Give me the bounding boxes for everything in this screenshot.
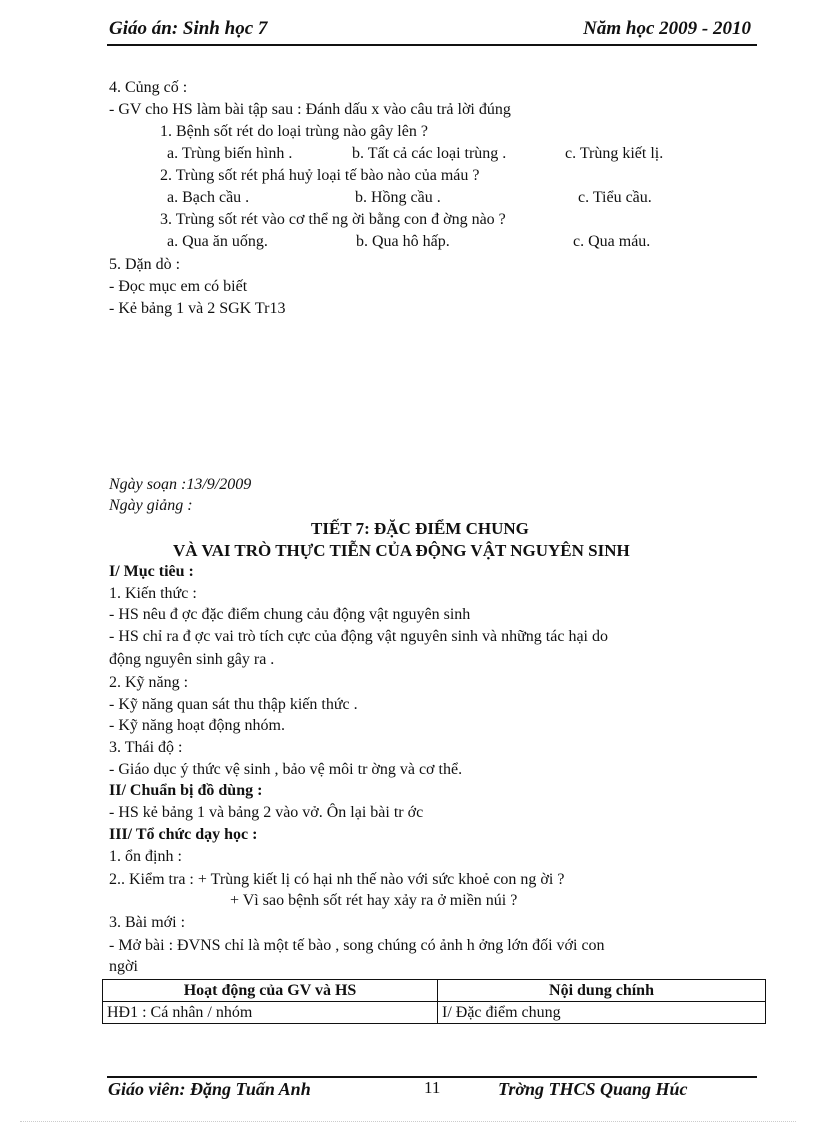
goals-heading: I/ Mục tiêu : [109,563,194,580]
table-header-content: Nội dung chính [438,980,766,1002]
exercise-intro: - GV cho HS làm bài tập sau : Đánh dấu x vào câu trả lời đúng [109,101,511,118]
lesson-opening: - Mở bài : ĐVNS chỉ là một tế bào , song chúng có ảnh h ởng lớn đối với con [109,937,605,954]
table-row [103,1002,766,1024]
footer-school: Trờng THCS Quang Húc [498,1079,688,1099]
page-header [107,14,755,44]
activity-table [102,979,766,1024]
table-cell-activity: HĐ1 : Cá nhân / nhóm [103,1002,438,1024]
stabilize-heading: 1. ổn định : [109,848,182,865]
skill-item-2: - Kỹ năng hoạt động nhóm. [109,717,285,734]
question-2: 2. Trùng sốt rét phá huỷ loại tế bào nào của máu ? [160,167,480,184]
page-number: 11 [424,1078,441,1097]
footer-teacher: Giáo viên: Đặng Tuấn Anh [108,1079,311,1099]
prep-item-1: - HS kẻ bảng 1 và bảng 2 vào vở. Ôn lại bài tr ớc [109,804,424,821]
check-question-2: + Vì sao bệnh sốt rét hay xảy ra ở miền núi ? [230,892,518,909]
homework-item-1: - Đọc mục em có biết [109,278,248,295]
section-5-title: 5. Dặn dò : [109,256,181,273]
knowledge-heading: 1. Kiến thức : [109,585,197,602]
knowledge-item-1: - HS nêu đ ợc đặc điểm chung cảu động vật nguyên sinh [109,606,471,623]
header-school-year: Năm học 2009 - 2010 [583,18,751,39]
header-subject: Giáo án: Sinh học 7 [109,18,268,39]
page-bottom-divider [20,1121,796,1122]
skill-item-1: - Kỹ năng quan sát thu thập kiến thức . [109,696,358,713]
question-3: 3. Trùng sốt rét vào cơ thể ng ời bằng con đ ờng nào ? [160,211,506,228]
q1-option-c: c. Trùng kiết lị. [565,145,664,162]
org-heading: III/ Tổ chức dạy học : [109,826,258,843]
check-question-1: 2.. Kiểm tra : + Trùng kiết lị có hại nh thế nào với sức khoẻ con ng ời ? [109,871,565,888]
question-1: 1. Bệnh sốt rét do loại trùng nào gây lên ? [160,123,428,140]
lesson-title-line-2: VÀ VAI TRÒ THỰC TIỄN CỦA ĐỘNG VẬT NGUYÊN SINH [173,541,630,560]
homework-item-2: - Kẻ bảng 1 và 2 SGK Tr13 [109,300,286,317]
table-header-row [103,980,766,1002]
date-taught: Ngày giảng : [109,497,193,514]
attitude-heading: 3. Thái độ : [109,739,183,756]
skills-heading: 2. Kỹ năng : [109,674,189,691]
knowledge-item-2-cont: động nguyên sinh gây ra . [109,651,275,668]
q2-option-a: a. Bạch cầu . [167,189,250,206]
table-cell-content: I/ Đặc điểm chung [438,1002,766,1024]
q3-option-b: b. Qua hô hấp. [356,233,450,250]
section-4-title: 4. Củng cố : [109,79,188,96]
q3-option-c: c. Qua máu. [573,233,651,250]
new-lesson-heading: 3. Bài mới : [109,914,186,931]
knowledge-item-2: - HS chỉ ra đ ợc vai trò tích cực của động vật nguyên sinh và những tác hại do [109,628,608,645]
attitude-item-1: - Giáo dục ý thức vệ sinh , bảo vệ môi tr ờng và cơ thể. [109,761,463,778]
q1-option-a: a. Trùng biến hình . [167,145,293,162]
q2-option-c: c. Tiểu cầu. [578,189,652,206]
lesson-opening-cont: ngời [109,958,138,975]
lesson-title-line-1: TIẾT 7: ĐẶC ĐIỂM CHUNG [311,519,529,538]
date-prepared: Ngày soạn :13/9/2009 [109,476,252,493]
q3-option-a: a. Qua ăn uống. [167,233,268,250]
header-rule [107,44,757,46]
table-header-activity: Hoạt động của GV và HS [103,980,438,1002]
prep-heading: II/ Chuẩn bị đồ dùng : [109,782,263,799]
q1-option-b: b. Tất cả các loại trùng . [352,145,507,162]
q2-option-b: b. Hồng cầu . [355,189,441,206]
